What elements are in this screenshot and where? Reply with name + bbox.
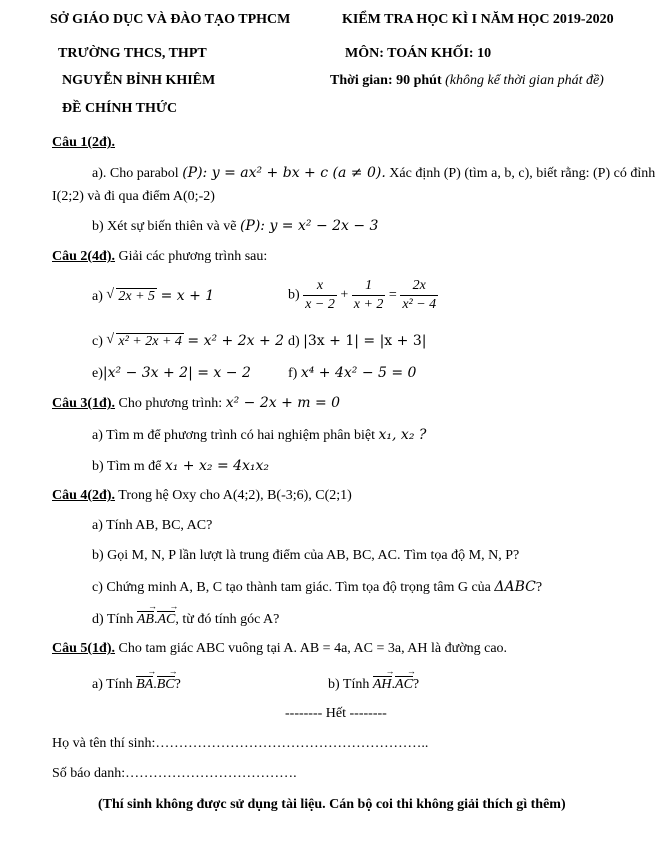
q1-a-rest: Xác định (P) (tìm a, b, c), biết rằng: (P) có đỉnh (389, 166, 656, 181)
q2-a-label: a) (92, 289, 103, 304)
exam-note: (Thí sinh không được sử dụng tài liệu. Cán bộ coi thi không giải thích gì thêm) (98, 797, 566, 812)
candidate-name-line: Họ và tên thí sinh:………………………………………………….. (52, 736, 429, 751)
header-official: ĐỀ CHÍNH THỨC (62, 101, 178, 116)
q4-intro: Trong hệ Oxy cho A(4;2), B(-3;6), C(2;1) (118, 488, 352, 503)
q3-b (92, 458, 269, 475)
q2-d-eq: |3x + 1| = |x + 3| (303, 333, 427, 349)
q5-header (52, 641, 507, 657)
q3-eq: x² − 2x + m = 0 (225, 395, 341, 411)
q2-a (92, 288, 214, 305)
end-marker: -------- Hết -------- (285, 706, 387, 721)
header-time-label: Thời gian: 90 phút (330, 73, 442, 88)
q3-title: Câu 3(1đ). (52, 396, 116, 411)
q2-header (52, 249, 267, 265)
q2-d-label: d) (288, 334, 300, 349)
q2-b-frac2-num: 1 (352, 277, 386, 296)
q2-e-eq: |x² − 3x + 2| = x − 2 (102, 365, 251, 381)
q5-b (328, 677, 419, 693)
q4-d-vector-ac: → AC (157, 612, 175, 628)
q4-b: b) Gọi M, N, P lần lượt là trung điểm của AB, BC, AC. Tìm tọa độ M, N, P? (92, 548, 520, 563)
q5-a-prefix: a) Tính (92, 677, 133, 692)
q5-a-vector-bc: → BC (157, 677, 175, 693)
q2-b (288, 277, 438, 314)
q4-header (52, 488, 352, 504)
header-subject: MÔN: TOÁN KHỐI: 10 (345, 46, 492, 61)
q5-a-dot: . (153, 677, 157, 692)
q1-b (92, 218, 378, 235)
q4-d (92, 612, 279, 628)
q1-title: Câu 1(2đ). (52, 135, 116, 150)
q1-a-line1 (92, 165, 655, 182)
header-time (330, 73, 604, 89)
header-exam-title: KIỂM TRA HỌC KÌ I NĂM HỌC 2019-2020 (342, 12, 614, 27)
q2-b-frac3-den: x² − 4 (402, 297, 437, 312)
q4-d-rest: , từ đó tính góc A? (175, 612, 280, 627)
q2-b-frac1-den: x − 2 (305, 297, 335, 312)
q2-c-radicand: x² + 2x + 4 (118, 334, 182, 349)
q1-a-formula: (P): y = ax² + bx + c (a ≠ 0). (182, 165, 386, 181)
q5-a-end: ? (174, 677, 181, 692)
header-dept: SỞ GIÁO DỤC VÀ ĐÀO TẠO TPHCM (50, 12, 291, 27)
q5-intro: Cho tam giác ABC vuông tại A. AB = 4a, AC = 3a, AH là đường cao. (118, 641, 508, 656)
q2-intro: Giải các phương trình sau: (118, 249, 268, 264)
q4-c (92, 579, 542, 596)
q3-intro: Cho phương trình: (118, 396, 223, 411)
q2-c-label: c) (92, 334, 103, 349)
q3-a (92, 427, 426, 444)
q2-b-frac3 (400, 277, 438, 314)
q1-a-prefix: a). Cho parabol (92, 166, 179, 181)
q4-d-vector-ab: → AB (137, 612, 154, 628)
q2-title: Câu 2(4đ). (52, 249, 116, 264)
q5-a-vector-ba: → BA (136, 677, 153, 693)
q2-f (288, 365, 416, 382)
q5-b-prefix: b) Tính (328, 677, 370, 692)
q2-b-label: b) (288, 287, 300, 303)
q4-d-prefix: d) Tính (92, 612, 134, 627)
q4-title: Câu 4(2đ). (52, 488, 116, 503)
q2-e-label: e) (92, 366, 103, 381)
q3-header (52, 395, 340, 412)
q2-c-sqrt (106, 334, 184, 350)
q2-b-frac3-num: 2x (400, 277, 438, 296)
q2-f-eq: x⁴ + 4x² − 5 = 0 (300, 365, 417, 381)
q2-b-equals: = (388, 287, 397, 303)
q4-c-triangle: ΔABC (494, 579, 536, 595)
header-time-note: (không kể thời gian phát đề) (445, 73, 604, 88)
q2-f-label: f) (288, 366, 298, 381)
q1-b-formula: (P): y = x² − 2x − 3 (239, 218, 379, 234)
q5-title: Câu 5(1đ). (52, 641, 116, 656)
q2-d (288, 333, 426, 350)
q2-a-sqrt (106, 289, 157, 305)
q5-a (92, 677, 181, 693)
q3-b-eq: x₁ + x₂ = 4x₁x₂ (164, 458, 270, 474)
q5-b-vector-ah: → AH (373, 677, 392, 693)
q2-b-plus: + (340, 287, 349, 303)
q3-b-text: b) Tìm m để (92, 459, 162, 474)
q2-a-radicand: 2x + 5 (118, 289, 156, 304)
q3-a-vars: x₁, x₂ ? (378, 427, 427, 443)
q2-b-frac2-den: x + 2 (353, 297, 384, 312)
q4-d-dot: . (153, 612, 158, 627)
q5-b-end: ? (412, 677, 420, 692)
q5-b-vector-ac: → AC (395, 677, 413, 693)
q4-a: a) Tính AB, BC, AC? (92, 518, 213, 533)
q2-a-rhs: = x + 1 (160, 288, 215, 304)
q4-c-text: c) Chứng minh A, B, C tạo thành tam giác. Tìm tọa độ trọng tâm G của (92, 580, 491, 595)
q2-e (92, 365, 251, 382)
header-school-line2: NGUYỄN BỈNH KHIÊM (62, 73, 216, 88)
q2-b-frac1-num: x (303, 277, 337, 296)
q1-b-prefix: b) Xét sự biến thiên và vẽ (92, 219, 237, 234)
header-school-line1: TRƯỜNG THCS, THPT (58, 46, 207, 61)
q2-b-frac2 (352, 277, 386, 314)
q3-a-text: a) Tìm m để phương trình có hai nghiệm phân biệt (92, 428, 376, 443)
q2-b-frac1 (303, 277, 337, 314)
q4-c-end: ? (535, 580, 543, 595)
q2-c-rhs: = x² + 2x + 2 (187, 333, 285, 349)
candidate-number-line: Số báo danh:………………………………. (52, 766, 297, 781)
q1-a-line2: I(2;2) và đi qua điểm A(0;-2) (52, 189, 215, 204)
q2-c (92, 333, 284, 350)
q5-b-dot: . (391, 677, 396, 692)
